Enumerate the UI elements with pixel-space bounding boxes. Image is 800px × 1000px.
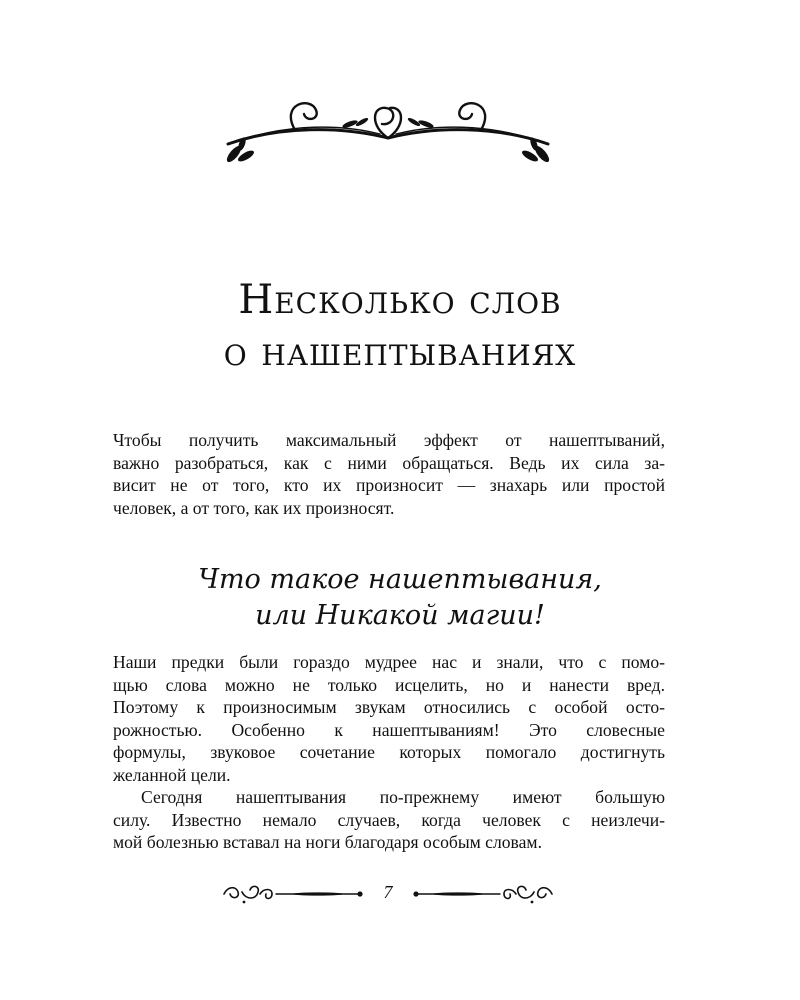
- text-line: формулы, звуковое сочетание которых помогало достигнуть: [113, 742, 665, 762]
- chapter-title-line: о нашептываниях: [223, 329, 577, 375]
- text-line: желанной цели.: [113, 764, 231, 785]
- text-line: важно разобраться, как с ними обращаться. Ведь их сила за-: [113, 452, 665, 473]
- section-title-line: или Никакой магии!: [255, 600, 545, 631]
- text-line: Сегодня нашептывания по-прежнему имеют большую: [141, 787, 665, 807]
- intro-paragraph: [113, 429, 665, 519]
- chapter-title-line: Несколько слов: [238, 277, 562, 323]
- text-line: висит не от того, кто их произносит — знахарь или простой: [113, 475, 665, 495]
- text-line: Наши предки были гораздо мудрее нас и знали, что с помо-: [113, 652, 665, 672]
- text-line: силу. Известно немало случаев, когда человек с неизлечи-: [113, 809, 665, 830]
- text-line: человек, а от того, как их произносят.: [113, 497, 395, 518]
- chapter-title: [0, 274, 800, 378]
- section-paragraph-1: [113, 651, 665, 786]
- page-footer: [220, 878, 556, 910]
- text-line: щью слова можно не только исцелить, но и нанести вред.: [113, 674, 665, 695]
- text-line: мой болезнью вставал на ноги благодаря особым словам.: [113, 832, 542, 852]
- text-line: рожностью. Особенно к нашептываниям! Это словесные: [113, 719, 665, 740]
- page-number: 7: [383, 882, 393, 902]
- text-line: Поэтому к произносимым звукам относились с особой осто-: [113, 697, 665, 717]
- section-title: [0, 562, 800, 634]
- section-paragraph-2: [113, 786, 665, 854]
- ornamental-flourish-icon: [220, 96, 556, 170]
- section-title-line: Что такое нашептывания,: [198, 564, 602, 595]
- text-line: Чтобы получить максимальный эффект от нашептываний,: [113, 430, 665, 450]
